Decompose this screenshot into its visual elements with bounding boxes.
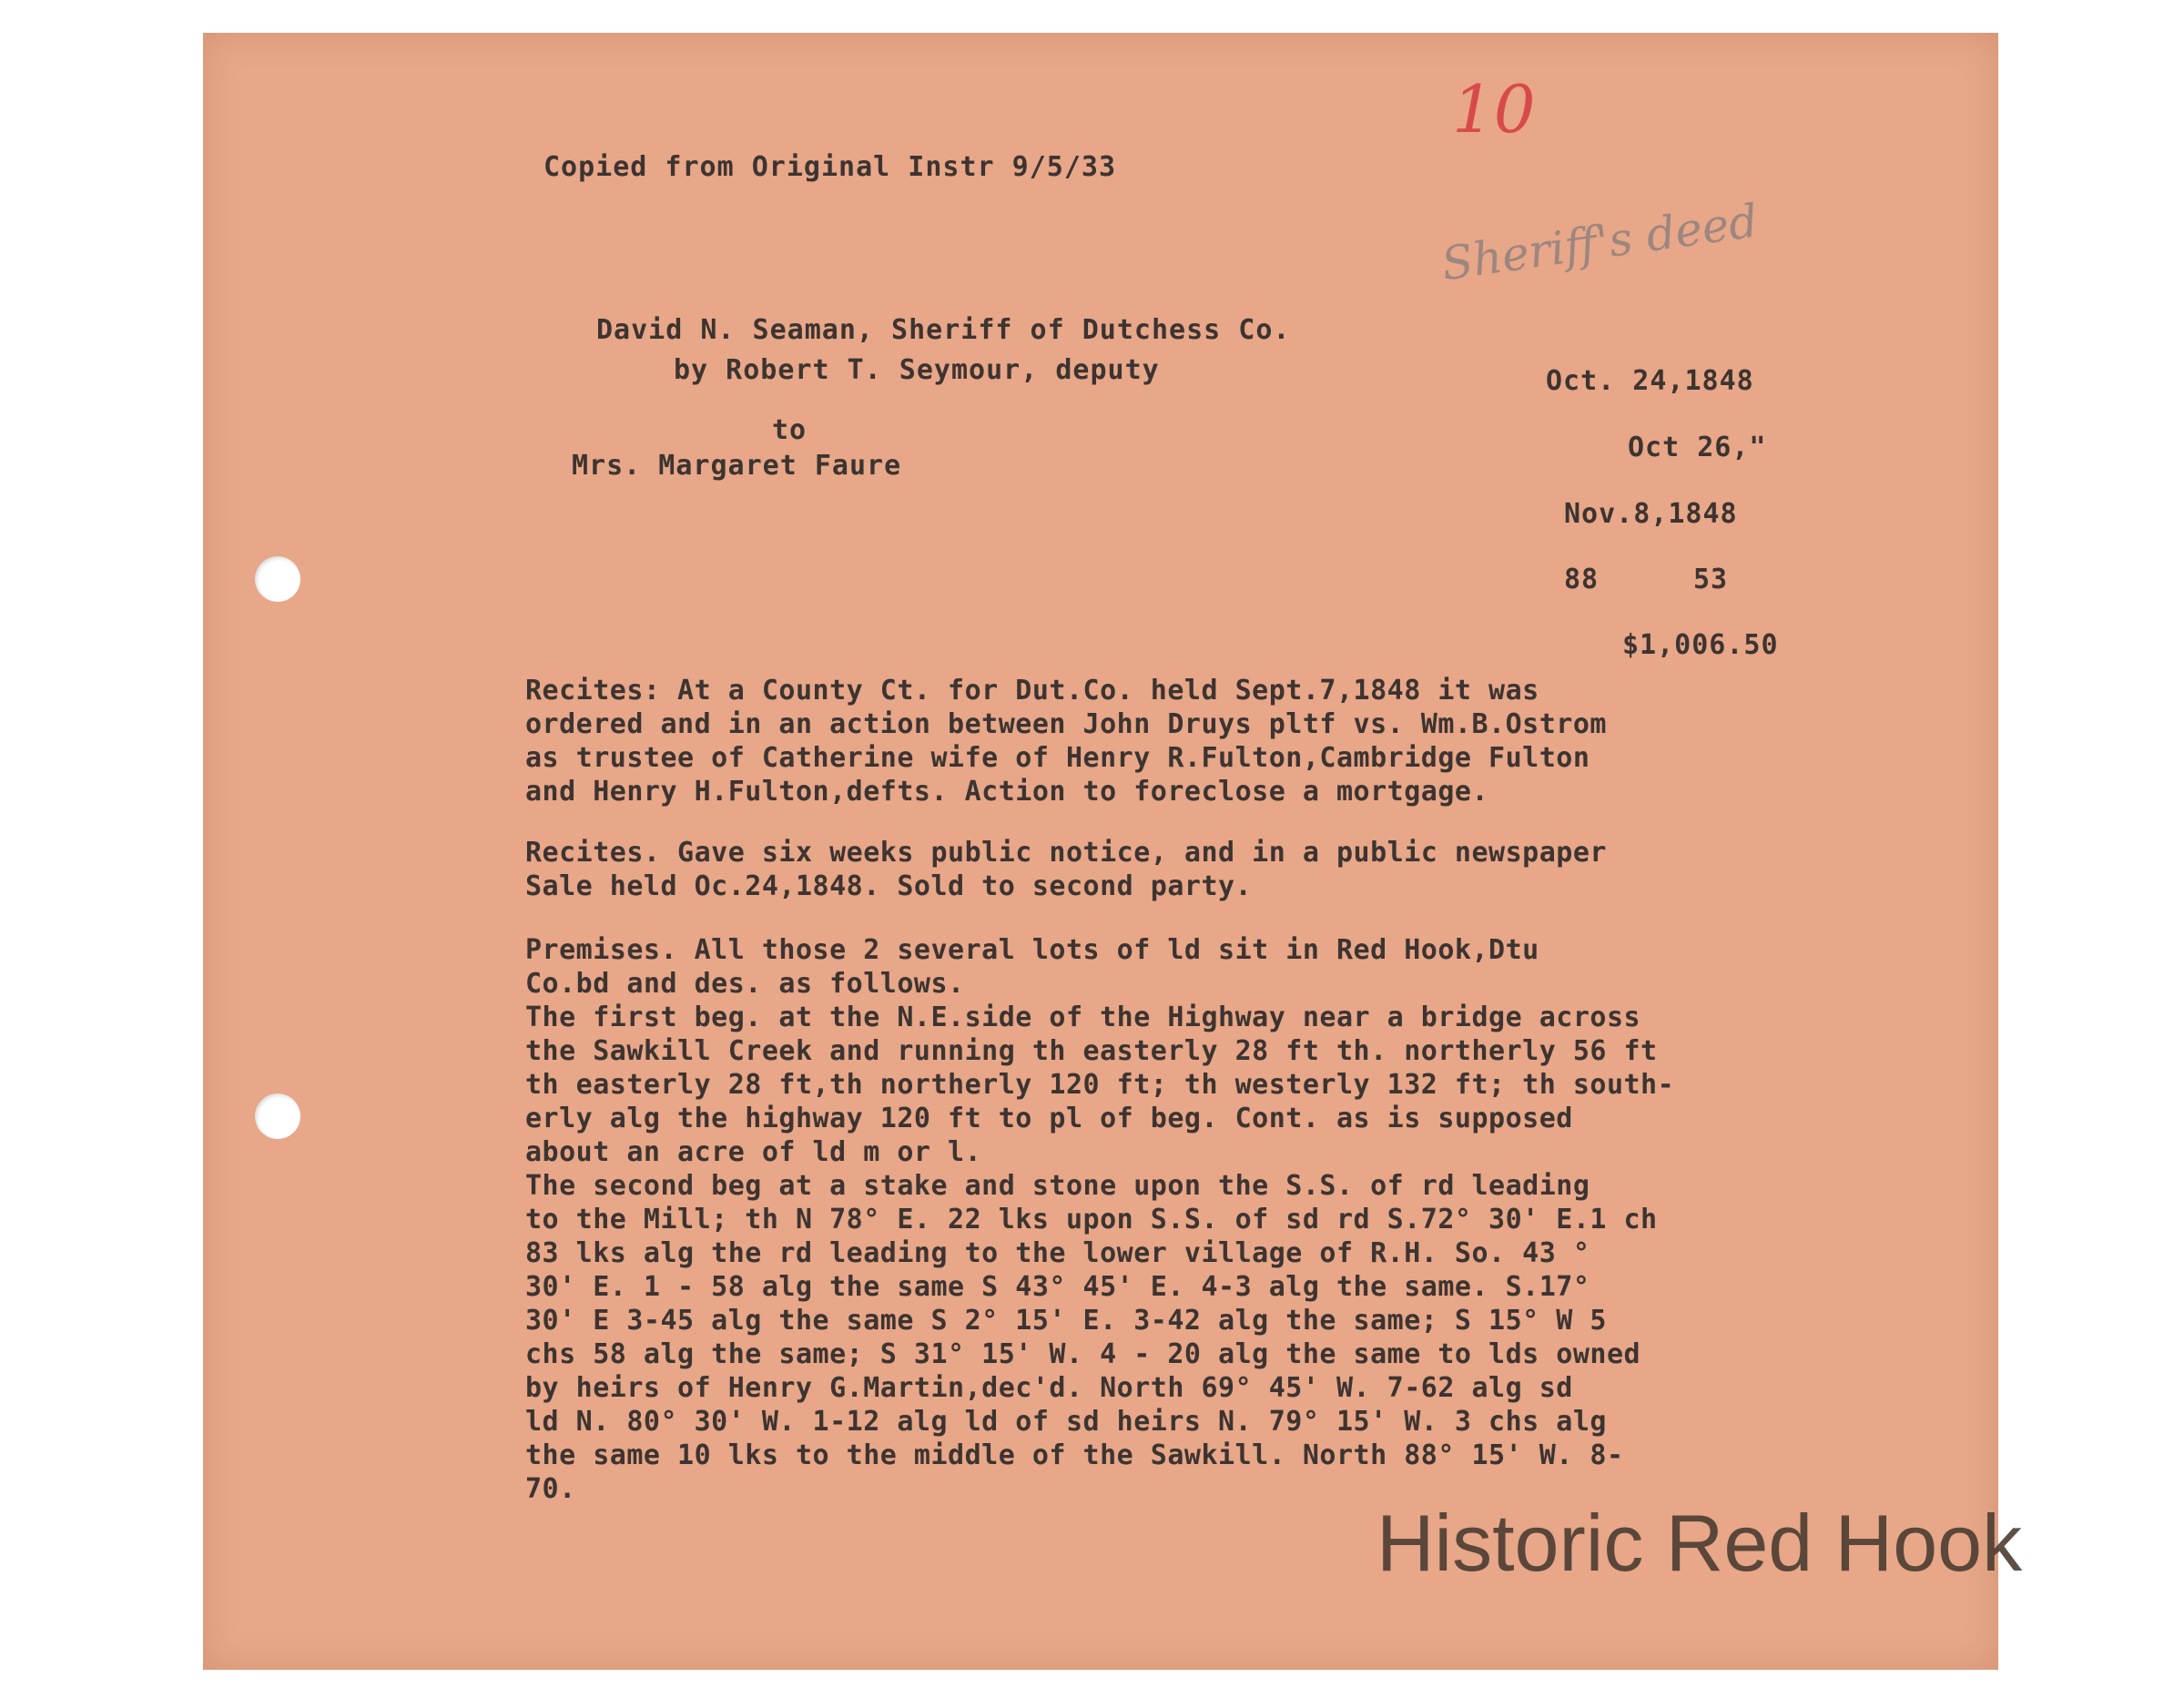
page-number: 10 bbox=[1452, 71, 1536, 147]
text-line: Premises. All those 2 several lots of ld sit in Red Hook,Dtu bbox=[525, 934, 1539, 966]
text-line: ordered and in an action between John Druys pltf vs. Wm.B.Ostrom bbox=[525, 708, 1607, 740]
grantee: Mrs. Margaret Faure bbox=[572, 450, 902, 482]
punch-hole-top bbox=[255, 556, 300, 602]
watermark: Historic Red Hook bbox=[1376, 1498, 2023, 1588]
text-line: Recites: At a County Ct. for Dut.Co. held Sept.7,1848 it was bbox=[525, 675, 1539, 707]
consideration-amount: $1,006.50 bbox=[1622, 629, 1779, 661]
text-line: the Sawkill Creek and running th easterly 28 ft th. northerly 56 ft bbox=[525, 1035, 1658, 1067]
grantor-line-1: David N. Seaman, Sheriff of Dutchess Co. bbox=[596, 314, 1291, 346]
text-line: Sale held Oc.24,1848. Sold to second party. bbox=[525, 870, 1253, 902]
text-line: 30' E 3-45 alg the same S 2° 15' E. 3-42 alg the same; S 15° W 5 bbox=[525, 1305, 1607, 1337]
text-line: ld N. 80° 30' W. 1-12 alg ld of sd heirs N. 79° 15' W. 3 chs alg bbox=[525, 1406, 1607, 1438]
text-line: 70. bbox=[525, 1473, 576, 1505]
text-line: Co.bd and des. as follows. bbox=[525, 968, 965, 1000]
text-line: and Henry H.Fulton,defts. Action to foreclose a mortgage. bbox=[525, 776, 1489, 808]
text-line: Recites. Gave six weeks public notice, and in a public newspaper bbox=[525, 837, 1607, 869]
text-line: 83 lks alg the rd leading to the lower village of R.H. So. 43 ° bbox=[525, 1237, 1590, 1269]
text-line: about an acre of ld m or l. bbox=[525, 1136, 982, 1168]
text-line: 30' E. 1 - 58 alg the same S 43° 45' E. 4-3 alg the same. S.17° bbox=[525, 1271, 1590, 1303]
date-dated: Oct. 24,1848 bbox=[1546, 365, 1754, 397]
text-line: erly alg the highway 120 ft to pl of beg. Cont. as is supposed bbox=[525, 1103, 1573, 1134]
text-line: by heirs of Henry G.Martin,dec'd. North 69° 45' W. 7-62 alg sd bbox=[525, 1372, 1573, 1404]
text-line: as trustee of Catherine wife of Henry R.Fulton,Cambridge Fulton bbox=[525, 742, 1590, 774]
recites-paragraph-2 bbox=[525, 836, 1891, 903]
text-line: The first beg. at the N.E.side of the Highway near a bridge across bbox=[525, 1002, 1641, 1033]
date-recorded: Nov.8,1848 bbox=[1564, 498, 1738, 530]
text-line: th easterly 28 ft,th northerly 120 ft; th westerly 132 ft; th south- bbox=[525, 1069, 1675, 1101]
page-reference: 53 bbox=[1693, 564, 1729, 595]
grantor-line-2: by Robert T. Seymour, deputy bbox=[674, 354, 1160, 386]
text-line: to the Mill; th N 78° E. 22 lks upon S.S. of sd rd S.72° 30' E.1 ch bbox=[525, 1204, 1658, 1235]
punch-hole-bottom bbox=[255, 1093, 300, 1139]
premises-paragraph bbox=[525, 933, 1891, 1506]
liber-number: 88 bbox=[1564, 564, 1600, 595]
pencil-annotation: Sheriff's deed bbox=[1438, 194, 1762, 291]
copied-line: Copied from Original Instr 9/5/33 bbox=[543, 151, 1117, 183]
text-line: chs 58 alg the same; S 31° 15' W. 4 - 20 alg the same to lds owned bbox=[525, 1338, 1641, 1370]
date-acknowledged: Oct 26," bbox=[1628, 432, 1767, 463]
recites-paragraph-1 bbox=[525, 674, 1891, 808]
text-line: the same 10 lks to the middle of the Sawkill. North 88° 15' W. 8- bbox=[525, 1439, 1624, 1471]
text-line: The second beg at a stake and stone upon the S.S. of rd leading bbox=[525, 1170, 1590, 1202]
to-label: to bbox=[772, 414, 808, 446]
